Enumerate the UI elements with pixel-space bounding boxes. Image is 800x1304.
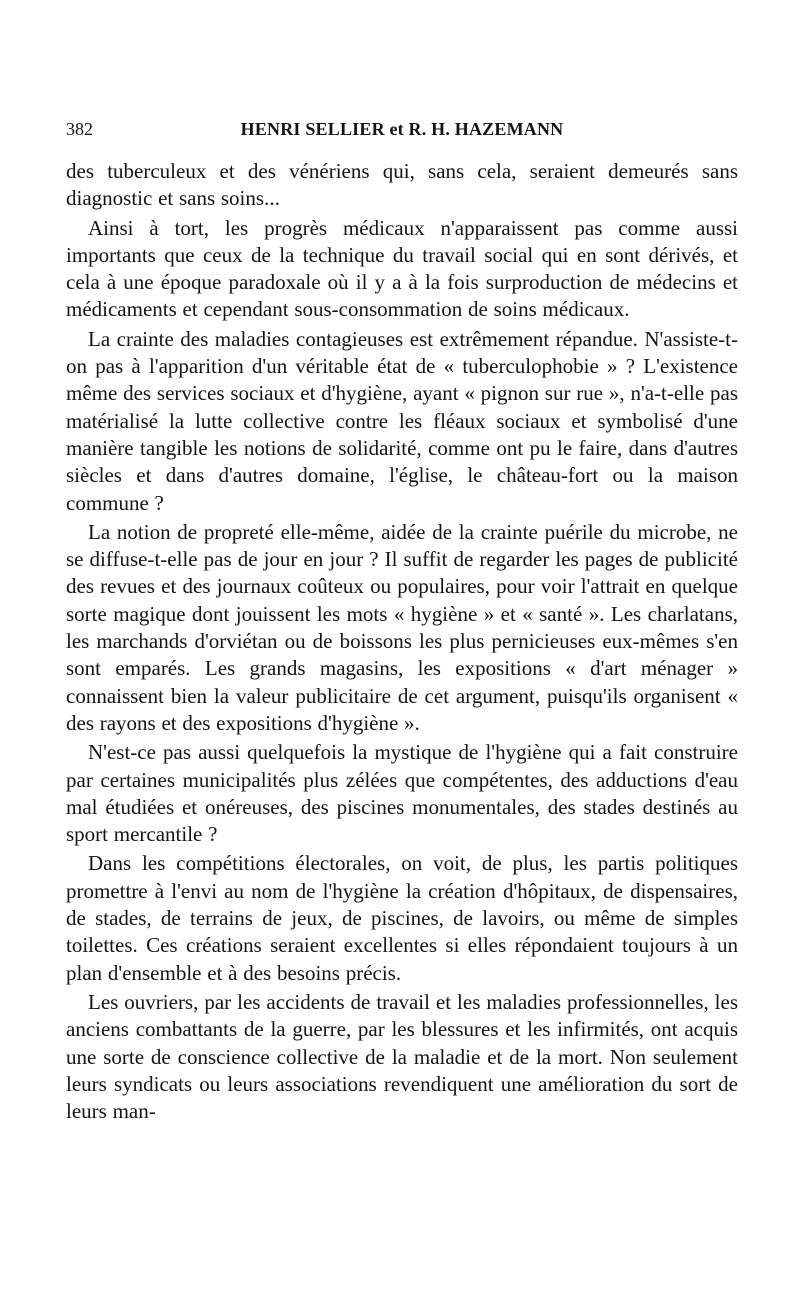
book-page — [66, 114, 738, 1125]
running-head — [66, 114, 738, 144]
body-text — [66, 158, 738, 1125]
paragraph: La crainte des maladies contagieuses est extrêmement répandue. N'assiste-t-on pas à l'apparition d'un véritable état de « tuberculophobie » ? L'existence même des services sociaux et d'hygiène, ayant « pignon sur rue », n'a-t-elle pas matérialisé la lutte collective contre les fléaux sociaux et symbolisé d'une manière tangible les notions de solidarité, comme ont pu le faire, dans d'autres siècles et dans d'autres domaine, l'église, le château-fort ou la maison commune ? — [66, 326, 738, 515]
paragraph: Dans les compétitions électorales, on voit, de plus, les partis politiques promettre à l'envi au nom de l'hygiène la création d'hôpitaux, de dispensaires, de stades, de terrains de jeux, de piscines, de lavoirs, ou même de simples toilettes. Ces créations seraient excellentes si elles répondaient toujours à un plan d'ensemble et à des besoins précis. — [66, 851, 738, 985]
paragraph-continued: des tuberculeux et des vénériens qui, sans cela, seraient demeurés sans diagnostic et sans soins... — [66, 159, 738, 211]
paragraph: La notion de propreté elle-même, aidée de la crainte puérile du microbe, ne se diffuse-t-elle pas de jour en jour ? Il suffit de regarder les pages de publicité des revues et des journaux coûteux ou populaires, pour voir l'attrait en quelque sorte magique dont jouissent les mots « hygiène » et « santé ». Les charlatans, les marchands d'orviétan ou de boissons les plus pernicieuses eux-mêmes s'en sont emparés. Les grands magasins, les expositions « d'art ménager » connaissent bien la valeur publicitaire de cet argument, puisqu'ils organisent « des rayons et des expositions d'hygiène ». — [66, 519, 738, 735]
paragraph: Les ouvriers, par les accidents de travail et les maladies professionnelles, les anciens combattants de la guerre, par les blessures et les infirmités, ont acquis une sorte de conscience collective de la maladie et de la mort. Non seulement leurs syndicats ou leurs associations revendiquent une amélioration du sort de leurs man- — [66, 989, 738, 1124]
running-title: HENRI SELLIER et R. H. HAZEMANN — [240, 119, 564, 139]
paragraph: Ainsi à tort, les progrès médicaux n'apparaissent pas comme aussi importants que ceux de la technique du travail social qui en sont dérivés, et cela à une époque paradoxale où il y a à la fois surproduction de médecins et médicaments et cependant sous-consommation de soins médicaux. — [66, 215, 738, 322]
paragraph: N'est-ce pas aussi quelquefois la mystique de l'hygiène qui a fait construire par certaines municipalités plus zélées que compétentes, des adductions d'eau mal étudiées et onéreuses, des piscines monumentales, des stades destinés au sport mercantile ? — [66, 740, 738, 847]
page-number: 382 — [66, 119, 93, 139]
